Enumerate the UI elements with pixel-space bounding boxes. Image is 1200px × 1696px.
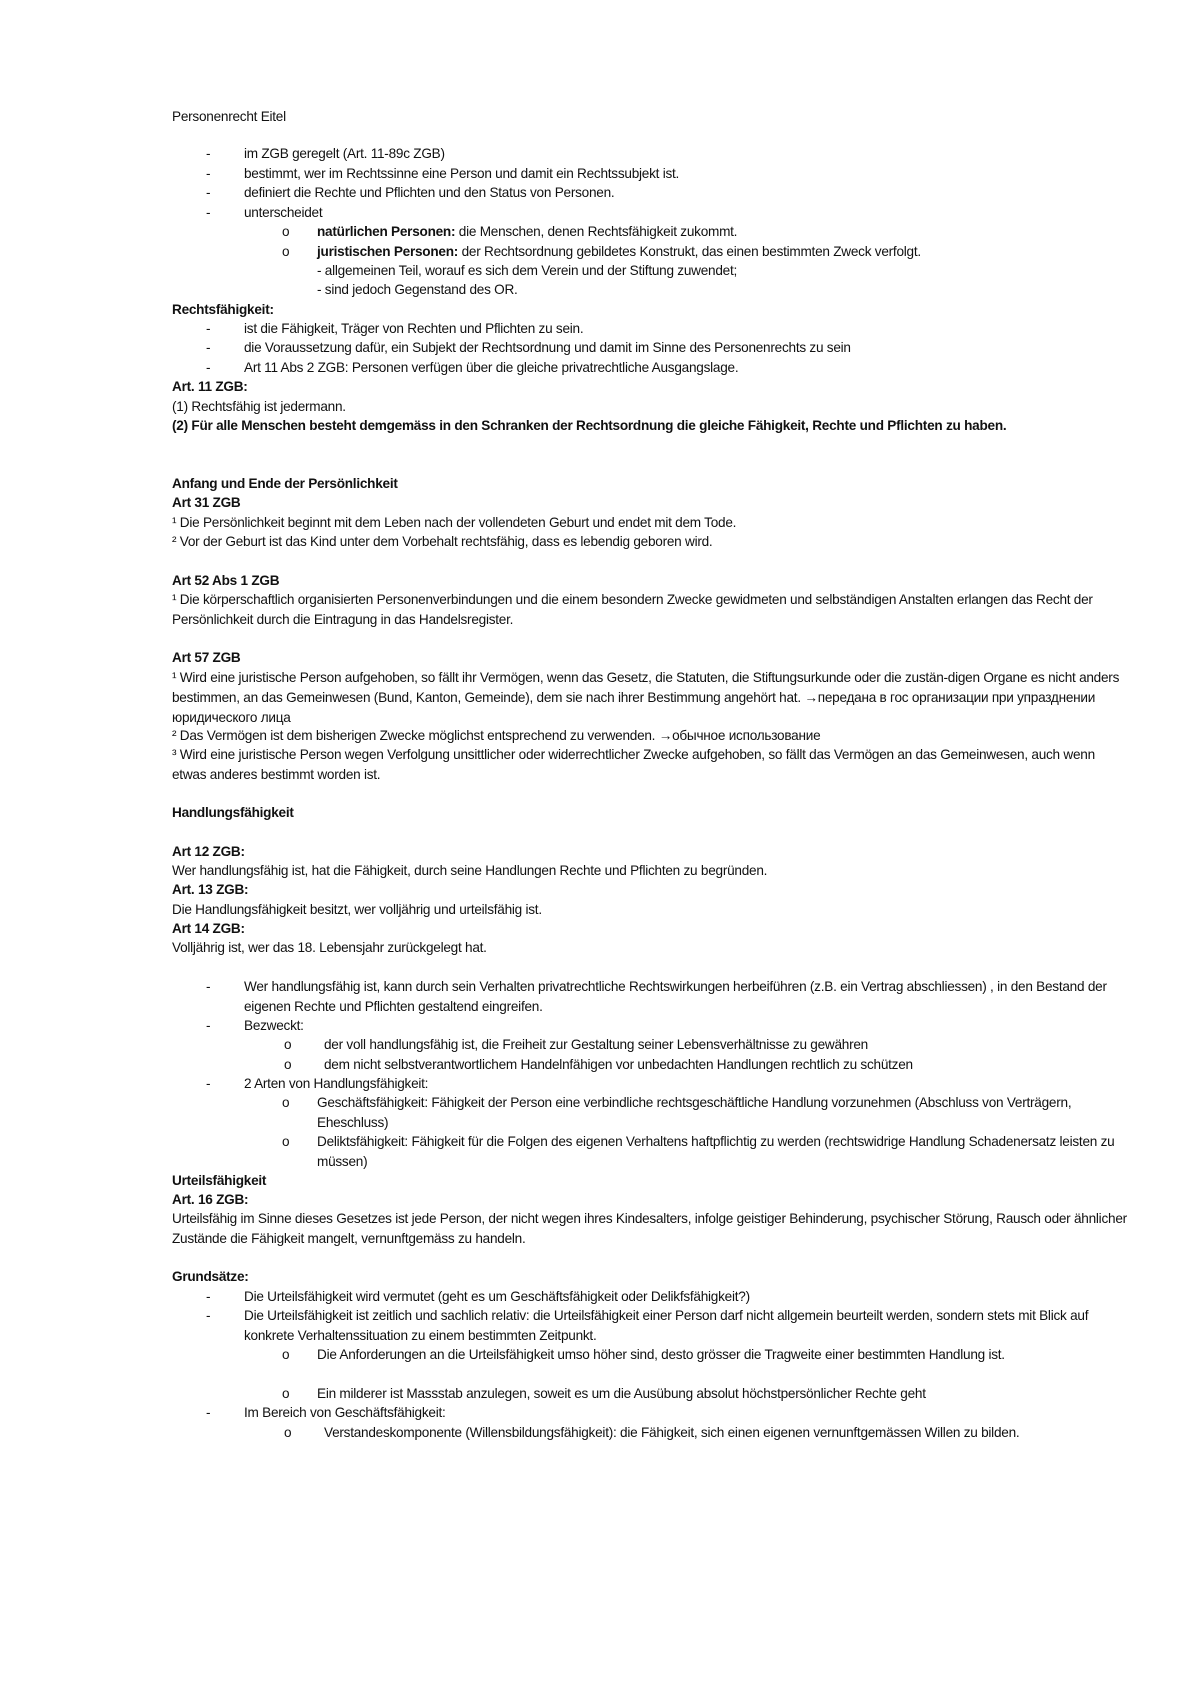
list-item: bestimmt, wer im Rechtssinne eine Person und damit ein Rechtssubjekt ist. (244, 166, 680, 181)
dash-bullet: - (206, 1018, 211, 1033)
term-text: die Menschen, denen Rechtsfähigkeit zukommt. (455, 224, 738, 239)
sub-list-item: Verstandeskomponente (Willensbildungsfähigkeit): die Fähigkeit, sich einen eigenen vernunftgemässen Willen zu bilden. (324, 1425, 1020, 1440)
dash-bullet: - (206, 979, 211, 994)
circle-bullet: o (282, 244, 290, 259)
dash-bullet: - (206, 1289, 211, 1304)
term-text: der Rechtsordnung gebildetes Konstrukt, das einen bestimmten Zweck verfolgt. (458, 244, 921, 259)
list-item: die Voraussetzung dafür, ein Subjekt der Rechtsordnung und damit im Sinne des Personenrechts zu sein (244, 340, 851, 355)
dash-bullet: - (206, 166, 211, 181)
sub-list-item: dem nicht selbstverantwortlichem Handelnfähigen vor unbedachten Handlungen rechtlich zu schützen (324, 1057, 913, 1072)
article-heading: Art 12 ZGB: (172, 844, 245, 859)
list-item: im ZGB geregelt (Art. 11-89c ZGB) (244, 146, 445, 161)
article-heading: Art. 16 ZGB: (172, 1192, 249, 1207)
circle-bullet: o (282, 1386, 290, 1401)
sub-list-item: Geschäftsfähigkeit: Fähigkeit der Person eine verbindliche rechtsgeschäftliche Handlung vorzunehmen (Abschluss von Verträgern, Eheschluss) (317, 1095, 1072, 1130)
list-item: Art 11 Abs 2 ZGB: Personen verfügen über die gleiche privatrechtliche Ausgangslage. (244, 360, 739, 375)
list-item: ist die Fähigkeit, Träger von Rechten und Pflichten zu sein. (244, 321, 584, 336)
sub-list-note: - sind jedoch Gegenstand des OR. (317, 282, 518, 297)
circle-bullet: o (284, 1425, 292, 1440)
dash-bullet: - (206, 340, 211, 355)
circle-bullet: o (282, 1134, 290, 1149)
list-item: Bezweckt: (244, 1018, 304, 1033)
sub-list-item: Ein milderer ist Massstab anzulegen, soweit es um die Ausübung absolut höchstpersönlicher Rechte geht (317, 1386, 926, 1401)
article-heading: Art. 13 ZGB: (172, 882, 249, 897)
dash-bullet: - (206, 205, 211, 220)
circle-bullet: o (284, 1037, 292, 1052)
section-heading: Anfang und Ende der Persönlichkeit (172, 476, 398, 491)
list-item: 2 Arten von Handlungsfähigkeit: (244, 1076, 429, 1091)
list-item: Die Urteilsfähigkeit ist zeitlich und sachlich relativ: die Urteilsfähigkeit einer Person darf nicht allgemein beurteilt werden, sondern stets mit Blick auf konkrete Verhaltenssituation zu einem bestimmten Zeitpunkt. (244, 1308, 1089, 1343)
sub-list-item: der voll handlungsfähig ist, die Freiheit zur Gestaltung seiner Lebensverhältnisse zu gewähren (324, 1037, 868, 1052)
term-label: juristischen Personen: (317, 244, 459, 259)
article-text: ¹ Wird eine juristische Person aufgehoben, so fällt ihr Vermögen, wenn das Gesetz, die Statuten, die Stiftungsurkunde oder die zustän-digen Organe es nicht anders bestimmen, an das Gemeinwesen (Bund, Kanton, Gemeinde), dem sie nach ihrer Bestimmung angehört hat. →передана в гос организации при упразднении юридического лица (172, 670, 1120, 725)
article-heading: Art 57 ZGB (172, 650, 241, 665)
list-item: definiert die Rechte und Pflichten und den Status von Personen. (244, 185, 615, 200)
list-item: unterscheidet (244, 205, 323, 220)
list-item: Wer handlungsfähig ist, kann durch sein Verhalten privatrechtliche Rechtswirkungen herbeiführen (z.B. ein Vertrag abschliessen) , in den Bestand der eigenen Rechte und Pflichten gestaltend eingreifen. (244, 979, 1107, 1014)
article-text: Die Handlungsfähigkeit besitzt, wer volljährig und urteilsfähig ist. (172, 902, 542, 917)
article-text: ¹ Die körperschaftlich organisierten Personenverbindungen und die einem besondern Zwecke gewidmeten und selbständigen Anstalten erlangen das Recht der Persönlichkeit durch die Eintragung in das Handelsregister. (172, 592, 1093, 627)
article-text: Urteilsfähig im Sinne dieses Gesetzes ist jede Person, der nicht wegen ihres Kindesalters, infolge geistiger Behinderung, psychischer Störung, Rausch oder ähnlicher Zustände die Fähigkeit mangelt, vernunftgemäss zu handeln. (172, 1211, 1127, 1246)
dash-bullet: - (206, 321, 211, 336)
list-item: Die Urteilsfähigkeit wird vermutet (geht es um Geschäftsfähigkeit oder Delikfsfähigkeit?) (244, 1289, 750, 1304)
circle-bullet: o (282, 224, 290, 239)
article-text: ² Vor der Geburt ist das Kind unter dem Vorbehalt rechtsfähig, dass es lebendig geboren wird. (172, 534, 713, 549)
dash-bullet: - (206, 360, 211, 375)
article-text: Wer handlungsfähig ist, hat die Fähigkeit, durch seine Handlungen Rechte und Pflichten zu begründen. (172, 863, 768, 878)
article-text: (1) Rechtsfähig ist jedermann. (172, 399, 346, 414)
article-text: ¹ Die Persönlichkeit beginnt mit dem Leben nach der vollendeten Geburt und endet mit dem Tode. (172, 515, 737, 530)
article-heading: Art 52 Abs 1 ZGB (172, 573, 280, 588)
section-heading: Handlungsfähigkeit (172, 805, 294, 820)
dash-bullet: - (206, 1076, 211, 1091)
section-heading: Rechtsfähigkeit: (172, 302, 274, 317)
sub-list-item: Die Anforderungen an die Urteilsfähigkeit umso höher sind, desto grösser die Tragweite einer bestimmten Handlung ist. (317, 1347, 1005, 1362)
dash-bullet: - (206, 1308, 211, 1323)
section-heading: Urteilsfähigkeit (172, 1173, 267, 1188)
circle-bullet: o (282, 1347, 290, 1362)
sub-list-note: - allgemeinen Teil, worauf es sich dem Verein und der Stiftung zuwendet; (317, 263, 738, 278)
term-label: natürlichen Personen: (317, 224, 456, 239)
article-heading: Art 31 ZGB (172, 495, 241, 510)
dash-bullet: - (206, 1405, 211, 1420)
dash-bullet: - (206, 146, 211, 161)
article-text: Volljährig ist, wer das 18. Lebensjahr zurückgelegt hat. (172, 940, 487, 955)
section-heading: Grundsätze: (172, 1269, 249, 1284)
document-title: Personenrecht Eitel (172, 109, 286, 124)
sub-list-item (317, 242, 921, 262)
article-heading: Art 14 ZGB: (172, 921, 245, 936)
circle-bullet: o (284, 1057, 292, 1072)
dash-bullet: - (206, 185, 211, 200)
circle-bullet: o (282, 1095, 290, 1110)
list-item: Im Bereich von Geschäftsfähigkeit: (244, 1405, 446, 1420)
article-heading: Art. 11 ZGB: (172, 379, 248, 394)
article-text: ² Das Vermögen ist dem bisherigen Zwecke möglichst entsprechend zu verwenden. →обычное использование (172, 728, 821, 743)
sub-list-item: Deliktsfähigkeit: Fähigkeit für die Folgen des eigenen Verhaltens haftpflichtig zu werden (rechtswidrige Handlung Schadenersatz leisten zu müssen) (317, 1134, 1115, 1169)
article-text: (2) Für alle Menschen besteht demgemäss in den Schranken der Rechtsordnung die gleiche Fähigkeit, Rechte und Pflichten zu haben. (172, 418, 1007, 433)
sub-list-item (317, 222, 737, 242)
article-text: ³ Wird eine juristische Person wegen Verfolgung unsittlicher oder widerrechtlicher Zwecke aufgehoben, so fällt das Vermögen an das Gemeinwesen, auch wenn etwas anderes bestimmt worden ist. (172, 747, 1095, 782)
